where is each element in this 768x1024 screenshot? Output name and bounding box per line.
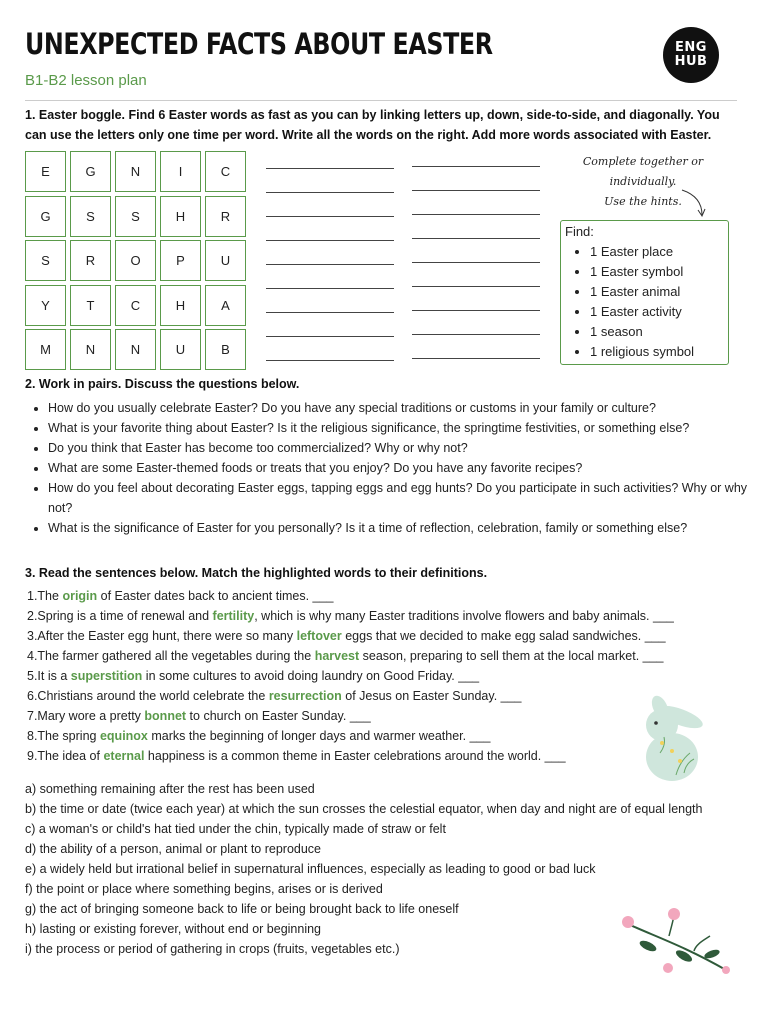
hint-item: • 1 religious symbol xyxy=(590,342,694,362)
sentence-text: 1.The xyxy=(27,589,63,603)
highlighted-word: harvest xyxy=(314,649,360,663)
boggle-cell: C xyxy=(205,151,246,192)
hint-item: • 1 season xyxy=(590,322,694,342)
sentence-text: 7.Mary wore a pretty xyxy=(27,709,145,723)
sentence-text: 6.Christians around the world celebrate the xyxy=(27,689,269,703)
definition-item: c) a woman's or child's hat tied under the chin, typically made of straw or felt xyxy=(25,822,446,836)
definition-item: d) the ability of a person, animal or plant to reproduce xyxy=(25,842,322,856)
answer-line[interactable] xyxy=(412,214,540,215)
boggle-cell: N xyxy=(115,151,156,192)
sentence-item xyxy=(27,586,674,606)
answer-line[interactable] xyxy=(266,312,394,313)
question-item: • What is your favorite thing about Easter? Is it the religious significance, the springtime festivities, or something else? xyxy=(48,418,760,438)
sentence-list xyxy=(27,586,674,766)
sentence-text: 8.The spring xyxy=(27,729,100,743)
boggle-cell: C xyxy=(115,285,156,326)
highlighted-word: origin xyxy=(62,589,98,603)
answer-line[interactable] xyxy=(266,192,394,193)
hint-item: • 1 Easter place xyxy=(590,242,694,262)
answer-line[interactable] xyxy=(266,168,394,169)
section1-instructions: 1. Easter boggle. Find 6 Easter words as fast as you can by linking letters up, down, side-to-side, and diagonally. You can use the letters only one time per word. Write all the words on the right. Add more words associated with Easter. xyxy=(25,108,720,142)
boggle-cell: S xyxy=(115,196,156,237)
sentence-item xyxy=(27,626,674,646)
sentence-text: , which is why many Easter traditions involve flowers and baby animals. ___ xyxy=(254,609,674,623)
definition-item: b) the time or date (twice each year) at which the sun crosses the celestial equator, when day and night are of equal length xyxy=(25,802,703,816)
sentence-text: 9.The idea of xyxy=(27,749,104,763)
boggle-cell: A xyxy=(205,285,246,326)
sentence-text: happiness is a common theme in Easter celebrations around the world. ___ xyxy=(144,749,566,763)
sentence-text: in some cultures to avoid doing laundry on Good Friday. ___ xyxy=(142,669,480,683)
definition-item: i) the process or period of gathering in crops (fruits, vegetables etc.) xyxy=(25,942,400,956)
page-title: UNEXPECTED FACTS ABOUT EASTER xyxy=(25,27,493,61)
answer-line[interactable] xyxy=(266,216,394,217)
curved-arrow-icon xyxy=(680,188,710,220)
question-item: • How do you usually celebrate Easter? Do you have any special traditions or customs in your family or culture? xyxy=(48,398,760,418)
boggle-cell: T xyxy=(70,285,111,326)
sentence-text: 5.It is a xyxy=(27,669,71,683)
answer-line[interactable] xyxy=(412,190,540,191)
boggle-cell: Y xyxy=(25,285,66,326)
boggle-cell: H xyxy=(160,285,201,326)
boggle-cell: S xyxy=(70,196,111,237)
sentence-text: 4.The farmer gathered all the vegetables during the xyxy=(27,649,315,663)
boggle-cell: R xyxy=(205,196,246,237)
sentence-text: of Jesus on Easter Sunday. ___ xyxy=(341,689,522,703)
answer-line[interactable] xyxy=(412,334,540,335)
sentence-item xyxy=(27,746,674,766)
hint-item: • 1 Easter activity xyxy=(590,302,694,322)
sentence-text: 3.After the Easter egg hunt, there were so many xyxy=(27,629,297,643)
question-item: • Do you think that Easter has become too commercialized? Why or why not? xyxy=(48,438,760,458)
boggle-cell: M xyxy=(25,329,66,370)
boggle-cell: R xyxy=(70,240,111,281)
question-item: • What are some Easter-themed foods or treats that you enjoy? Do you have any favorite recipes? xyxy=(48,458,760,478)
flower-branch-illustration xyxy=(614,906,744,976)
boggle-cell: G xyxy=(70,151,111,192)
highlighted-word: superstition xyxy=(70,669,143,683)
answer-line[interactable] xyxy=(412,310,540,311)
boggle-cell: U xyxy=(205,240,246,281)
highlighted-word: bonnet xyxy=(144,709,187,723)
section3-instructions: 3. Read the sentences below. Match the highlighted words to their definitions. xyxy=(25,566,488,580)
sentence-item xyxy=(27,646,674,666)
question-item: • How do you feel about decorating Easter eggs, tapping eggs and egg hunts? Do you participate in such activities? Why or why not? xyxy=(48,478,760,518)
definition-item: h) lasting or existing forever, without end or beginning xyxy=(25,922,322,936)
answer-line[interactable] xyxy=(266,336,394,337)
answer-line[interactable] xyxy=(266,288,394,289)
header-divider xyxy=(25,100,737,101)
boggle-cell: P xyxy=(160,240,201,281)
discussion-questions xyxy=(25,398,760,538)
answer-line[interactable] xyxy=(412,358,540,359)
answer-line[interactable] xyxy=(412,286,540,287)
boggle-cell: S xyxy=(25,240,66,281)
sentence-item xyxy=(27,706,674,726)
answer-line[interactable] xyxy=(412,262,540,263)
bunny-illustration xyxy=(632,695,718,783)
definition-item: g) the act of bringing someone back to life or being brought back to life oneself xyxy=(25,902,459,916)
highlighted-word: fertility xyxy=(212,609,255,623)
sentence-item xyxy=(27,666,674,686)
highlighted-word: equinox xyxy=(99,729,148,743)
sentence-item xyxy=(27,686,674,706)
logo-text-top: ENG xyxy=(675,40,707,55)
sentence-text: season, preparing to sell them at the local market. ___ xyxy=(359,649,664,663)
hints-heading: Find: xyxy=(565,224,594,239)
definition-item: e) a widely held but irrational belief in supernatural influences, especially as leading to good or bad luck xyxy=(25,862,596,876)
boggle-cell: E xyxy=(25,151,66,192)
answer-line[interactable] xyxy=(266,240,394,241)
hints-box xyxy=(560,220,729,365)
eng-hub-logo xyxy=(663,27,719,83)
highlighted-word: leftover xyxy=(296,629,342,643)
boggle-cell: N xyxy=(70,329,111,370)
hints-list xyxy=(561,242,694,362)
answer-line[interactable] xyxy=(412,166,540,167)
hint-note-line2: Use the hints. xyxy=(604,195,682,208)
logo-text-bottom: HUB xyxy=(674,54,708,69)
question-item: • What is the significance of Easter for you personally? Is it a time of reflection, celebration, family or something else? xyxy=(48,518,760,538)
sentence-text: of Easter dates back to ancient times. ___ xyxy=(97,589,334,603)
boggle-cell: G xyxy=(25,196,66,237)
answer-line[interactable] xyxy=(266,264,394,265)
boggle-cell: N xyxy=(115,329,156,370)
answer-line[interactable] xyxy=(412,238,540,239)
sentence-text: eggs that we decided to make egg salad sandwiches. ___ xyxy=(341,629,666,643)
sentence-text: to church on Easter Sunday. ___ xyxy=(186,709,371,723)
boggle-cell: U xyxy=(160,329,201,370)
hint-item: • 1 Easter symbol xyxy=(590,262,694,282)
highlighted-word: eternal xyxy=(103,749,145,763)
definition-item: f) the point or place where something begins, arises or is derived xyxy=(25,882,383,896)
sentence-item xyxy=(27,606,674,626)
hint-note-line1: Complete together or individually. xyxy=(582,155,704,188)
boggle-cell: I xyxy=(160,151,201,192)
sentence-text: 2.Spring is a time of renewal and xyxy=(27,609,213,623)
highlighted-word: resurrection xyxy=(268,689,342,703)
boggle-grid xyxy=(25,151,246,370)
boggle-cell: O xyxy=(115,240,156,281)
hint-item: • 1 Easter animal xyxy=(590,282,694,302)
sentence-item xyxy=(27,726,674,746)
boggle-cell: B xyxy=(205,329,246,370)
answer-line[interactable] xyxy=(266,360,394,361)
section2-instructions: 2. Work in pairs. Discuss the questions below. xyxy=(25,377,300,391)
sentence-text: marks the beginning of longer days and warmer weather. ___ xyxy=(147,729,491,743)
lesson-level: B1-B2 lesson plan xyxy=(25,72,147,89)
boggle-cell: H xyxy=(160,196,201,237)
definition-item: a) something remaining after the rest has been used xyxy=(25,782,315,796)
